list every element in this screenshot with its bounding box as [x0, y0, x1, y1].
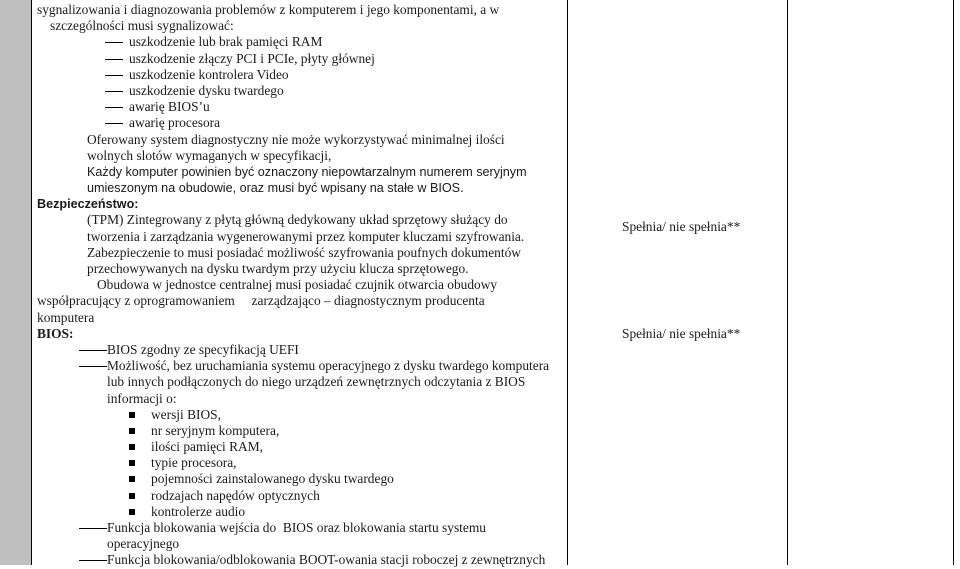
dash-icon — [79, 350, 107, 351]
serial-text: umieszonym na obudowie, oraz musi być wpisany na stałe w BIOS. — [87, 181, 464, 196]
square-bullet-icon — [129, 428, 135, 434]
square-bullet-icon — [129, 493, 135, 499]
info-item: wersji BIOS, — [37, 407, 562, 423]
security-heading: Bezpieczeństwo: — [37, 197, 139, 212]
dash-icon — [105, 107, 123, 108]
chassis-text: współpracujący z oprogramowaniem zarządzająco – diagnostycznym producenta — [37, 293, 485, 309]
diag-text: Oferowany system diagnostyczny nie może wykorzystywać minimalnej ilości — [87, 131, 505, 147]
info-item: rodzajach napędów optycznych — [37, 488, 562, 504]
dash-icon — [79, 560, 107, 561]
square-bullet-icon — [129, 444, 135, 450]
dash-icon — [105, 42, 123, 43]
bios-item-continued: informacji o: — [107, 390, 177, 406]
square-bullet-icon — [129, 476, 135, 482]
encryption-text: przechowywanych na dysku twardym przy użyciu klucza sprzętowego. — [87, 261, 469, 276]
bios-item: Funkcja blokowania wejścia do BIOS oraz blokowania startu systemu — [37, 520, 562, 536]
dash-icon — [105, 123, 123, 124]
bios-item: BIOS zgodny ze specyfikacją UEFI — [37, 342, 562, 358]
error-item: awarię procesora — [37, 115, 562, 131]
tpm-text: tworzenia i zarządzania wygenerowanymi przez komputer kluczami szyfrowania. — [87, 228, 525, 244]
encryption-text: Zabezpieczenie to musi posiadać możliwość szyfrowania poufnych dokumentów — [87, 244, 521, 260]
dash-icon — [79, 528, 107, 529]
dash-icon — [105, 91, 123, 92]
bios-item-continued: operacyjnego — [107, 536, 180, 552]
column-divider — [567, 0, 568, 565]
intro-line: sygnalizowania i diagnozowania problemów z komputerem i jego komponentami, a w — [37, 2, 500, 17]
bios-item: Funkcja blokowania/odblokowania BOOT-owania stacji roboczej z zewnętrznych — [37, 552, 562, 568]
requirements-cell — [37, 2, 562, 569]
dash-icon — [79, 366, 107, 367]
column-divider — [31, 0, 32, 565]
error-item: awarię BIOS’u — [37, 99, 562, 115]
bios-heading: BIOS: — [37, 325, 74, 341]
error-item: uszkodzenie lub brak pamięci RAM — [37, 34, 562, 50]
compliance-security: Spełnia/ nie spełnia** — [622, 219, 741, 234]
column-divider — [787, 0, 788, 565]
dash-icon — [105, 75, 123, 76]
diag-text: wolnych slotów wymaganych w specyfikacji, — [87, 147, 332, 163]
info-item: nr seryjnym komputera, — [37, 423, 562, 439]
info-item: ilości pamięci RAM, — [37, 439, 562, 455]
serial-text: Każdy komputer powinien być oznaczony niepowtarzalnym numerem seryjnym — [87, 164, 527, 179]
chassis-text: Obudowa w jednostce centralnej musi posiadać czujnik otwarcia obudowy — [97, 277, 498, 293]
square-bullet-icon — [129, 460, 135, 466]
compliance-bios: Spełnia/ nie spełnia** — [622, 326, 741, 341]
info-item: pojemności zainstalowanego dysku twardego — [37, 471, 562, 487]
error-item: uszkodzenie dysku twardego — [37, 83, 562, 99]
chassis-text: komputera — [37, 309, 95, 325]
dash-icon — [105, 59, 123, 60]
intro-line: szczególności musi sygnalizować: — [50, 18, 234, 34]
bios-item-continued: lub innych podłączonych do niego urządzeń zewnętrznych odczytania z BIOS — [107, 374, 526, 390]
column-divider — [953, 0, 954, 565]
error-item: uszkodzenie złączy PCI i PCIe, płyty głównej — [37, 51, 562, 67]
info-item: typie procesora, — [37, 455, 562, 471]
tpm-text: (TPM) Zintegrowany z płytą główną dedykowany układ sprzętowy służący do — [87, 212, 508, 228]
square-bullet-icon — [129, 412, 135, 418]
square-bullet-icon — [129, 509, 135, 515]
info-item: kontrolerze audio — [37, 504, 562, 520]
bios-item: Możliwość, bez uruchamiania systemu operacyjnego z dysku twardego komputera — [37, 358, 562, 374]
row-number-cell — [0, 0, 31, 565]
error-item: uszkodzenie kontrolera Video — [37, 67, 562, 83]
